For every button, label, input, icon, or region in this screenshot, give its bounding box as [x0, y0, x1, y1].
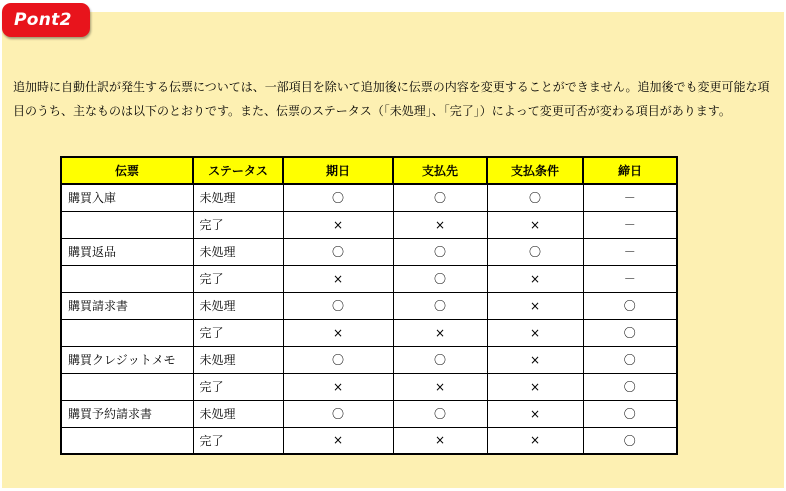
payee-mark: ×: [393, 211, 487, 238]
status-cell: 未処理: [193, 346, 283, 373]
status-cell: 完了: [193, 265, 283, 292]
voucher-cell: [61, 427, 193, 454]
voucher-cell: [61, 319, 193, 346]
due-date-mark: 〇: [283, 400, 393, 427]
table-row: [61, 265, 677, 292]
closing-date-mark: 〇: [583, 346, 677, 373]
status-cell: 未処理: [193, 238, 283, 265]
due-date-mark: ×: [283, 211, 393, 238]
voucher-cell: 購買請求書: [61, 292, 193, 319]
payee-mark: 〇: [393, 238, 487, 265]
due-date-mark: ×: [283, 373, 393, 400]
payment-terms-mark: ×: [487, 400, 583, 427]
table-row: [61, 373, 677, 400]
closing-date-mark: 〇: [583, 319, 677, 346]
payee-mark: 〇: [393, 265, 487, 292]
due-date-mark: ×: [283, 427, 393, 454]
voucher-cell: 購買入庫: [61, 184, 193, 211]
status-cell: 完了: [193, 427, 283, 454]
due-date-mark: 〇: [283, 238, 393, 265]
table-row: [61, 184, 677, 211]
status-cell: 完了: [193, 373, 283, 400]
closing-date-mark: －: [583, 211, 677, 238]
header-voucher: 伝票: [61, 157, 193, 184]
status-cell: 未処理: [193, 400, 283, 427]
payment-terms-mark: ×: [487, 211, 583, 238]
closing-date-mark: －: [583, 265, 677, 292]
payee-mark: 〇: [393, 292, 487, 319]
table-row: [61, 292, 677, 319]
status-cell: 未処理: [193, 292, 283, 319]
closing-date-mark: 〇: [583, 427, 677, 454]
status-cell: 未処理: [193, 184, 283, 211]
table-row: [61, 238, 677, 265]
payment-terms-mark: ×: [487, 319, 583, 346]
payee-mark: ×: [393, 427, 487, 454]
voucher-edit-table: [60, 156, 678, 455]
payee-mark: 〇: [393, 184, 487, 211]
payee-mark: 〇: [393, 346, 487, 373]
due-date-mark: 〇: [283, 292, 393, 319]
closing-date-mark: 〇: [583, 400, 677, 427]
status-cell: 完了: [193, 211, 283, 238]
due-date-mark: ×: [283, 265, 393, 292]
payment-terms-mark: ×: [487, 292, 583, 319]
voucher-cell: 購買クレジットメモ: [61, 346, 193, 373]
table-row: [61, 211, 677, 238]
point-badge: Pont2: [2, 3, 90, 37]
header-payee: 支払先: [393, 157, 487, 184]
closing-date-mark: －: [583, 184, 677, 211]
closing-date-mark: 〇: [583, 292, 677, 319]
payee-mark: 〇: [393, 400, 487, 427]
header-closing-date: 締日: [583, 157, 677, 184]
payee-mark: ×: [393, 319, 487, 346]
table-body: [61, 184, 677, 454]
header-status: ステータス: [193, 157, 283, 184]
voucher-cell: [61, 211, 193, 238]
due-date-mark: 〇: [283, 346, 393, 373]
closing-date-mark: 〇: [583, 373, 677, 400]
table-row: [61, 319, 677, 346]
payment-terms-mark: 〇: [487, 238, 583, 265]
intro-paragraph: 追加時に自動仕訳が発生する伝票については、一部項目を除いて追加後に伝票の内容を変更することができません。追加後でも変更可能な項目のうち、主なものは以下のとおりです。また、伝票のステータス（「未処理」、「完了」）によって変更可否が変わる項目があります。: [13, 80, 770, 118]
table-row: [61, 427, 677, 454]
table-row: [61, 346, 677, 373]
closing-date-mark: －: [583, 238, 677, 265]
header-due-date: 期日: [283, 157, 393, 184]
table-header-row: [61, 157, 677, 184]
payment-terms-mark: ×: [487, 373, 583, 400]
due-date-mark: 〇: [283, 184, 393, 211]
voucher-cell: 購買返品: [61, 238, 193, 265]
payment-terms-mark: 〇: [487, 184, 583, 211]
status-cell: 完了: [193, 319, 283, 346]
voucher-cell: 購買予約請求書: [61, 400, 193, 427]
payment-terms-mark: ×: [487, 265, 583, 292]
payment-terms-mark: ×: [487, 427, 583, 454]
payment-terms-mark: ×: [487, 346, 583, 373]
header-payment-terms: 支払条件: [487, 157, 583, 184]
table-row: [61, 400, 677, 427]
voucher-cell: [61, 373, 193, 400]
payee-mark: ×: [393, 373, 487, 400]
due-date-mark: ×: [283, 319, 393, 346]
voucher-cell: [61, 265, 193, 292]
